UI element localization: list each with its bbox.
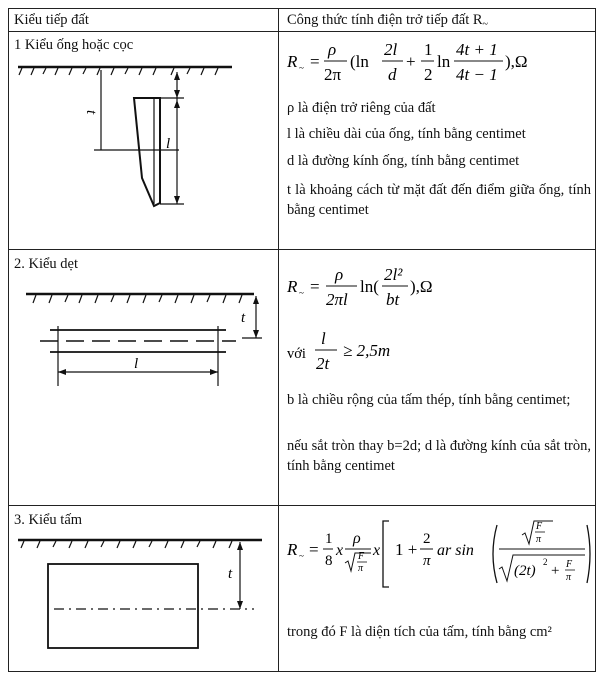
row1-pipe-sketch <box>14 58 236 214</box>
svg-text:t: t <box>241 310 246 326</box>
svg-text:~: ~ <box>299 551 304 561</box>
svg-text:1 +: 1 + <box>395 540 418 559</box>
svg-text:F: F <box>566 559 573 570</box>
svg-text:),Ω: ),Ω <box>505 52 528 71</box>
svg-text:x: x <box>373 542 381 559</box>
svg-text:=: = <box>310 277 320 296</box>
row2-condition <box>285 326 485 378</box>
row-divider-2 <box>8 505 596 506</box>
svg-text:R: R <box>287 277 298 296</box>
svg-text:4t − 1: 4t − 1 <box>456 65 498 84</box>
row2-formula <box>285 262 585 314</box>
row1-line-4: t là khoảng cách từ mặt đất đến điểm giữa ống, tính bằng centimet <box>287 182 591 218</box>
table-border-top <box>8 8 596 9</box>
table-border-left <box>8 8 9 672</box>
svg-text:~: ~ <box>299 288 304 298</box>
svg-text:=: = <box>310 52 320 71</box>
svg-text:ρ: ρ <box>335 265 344 284</box>
svg-text:ρ: ρ <box>328 40 337 59</box>
svg-text:1: 1 <box>325 531 333 547</box>
svg-text:2πl: 2πl <box>326 290 348 309</box>
row3-formula <box>285 513 595 595</box>
row1-formula <box>285 37 585 89</box>
svg-text:bt: bt <box>386 290 400 309</box>
row3-title: 3. Kiểu tấm <box>14 512 83 528</box>
svg-text:π: π <box>536 534 542 545</box>
table-border-bottom <box>8 671 596 672</box>
svg-text:t: t <box>83 110 99 115</box>
svg-text:t: t <box>228 566 233 582</box>
svg-text:+: + <box>551 563 560 579</box>
row2-line-2: nếu sắt tròn thay b=2d; d là đường kính của sắt tròn, tính bằng centimet <box>287 438 591 474</box>
row1-title: 1 Kiểu ống hoặc cọc <box>14 37 134 53</box>
svg-text:2: 2 <box>424 65 433 84</box>
row-divider-1 <box>8 249 596 250</box>
header-formula: Công thức tính điện trở tiếp đất $R_\sim$ <box>287 12 488 30</box>
svg-text:ar sin: ar sin <box>437 542 474 559</box>
row3-line-1: trong đó F là diện tích của tấm, tính bằng cm² <box>287 624 552 640</box>
svg-text:2l²: 2l² <box>384 265 403 284</box>
svg-text:x: x <box>336 542 344 559</box>
svg-text:π: π <box>423 553 431 569</box>
svg-text:2t: 2t <box>316 354 330 373</box>
svg-text:4t + 1: 4t + 1 <box>456 40 498 59</box>
svg-text:l: l <box>321 329 326 348</box>
row1-line-2: l là chiều dài của ống, tính bằng centimet <box>287 126 526 142</box>
svg-text:(ln: (ln <box>350 52 369 71</box>
svg-text:≥ 2,5m: ≥ 2,5m <box>343 341 391 360</box>
svg-text:π: π <box>358 563 364 574</box>
row2-title: 2. Kiểu dẹt <box>14 256 79 272</box>
svg-text:F: F <box>536 521 543 532</box>
svg-text:+: + <box>406 52 416 71</box>
svg-text:π: π <box>566 572 572 583</box>
svg-text:2: 2 <box>543 557 548 567</box>
svg-text:d: d <box>388 65 397 84</box>
table-border-right <box>595 8 596 672</box>
svg-text:),Ω: ),Ω <box>410 277 433 296</box>
svg-text:với: với <box>287 346 306 362</box>
row3-plate-sketch <box>14 530 266 650</box>
svg-text:ρ: ρ <box>353 530 361 547</box>
row1-line-3: d là đường kính ống, tính bằng centimet <box>287 153 520 169</box>
svg-text:ln(: ln( <box>360 277 379 296</box>
svg-text:2π: 2π <box>324 65 342 84</box>
svg-text:F: F <box>358 551 365 562</box>
svg-text:8: 8 <box>325 553 333 569</box>
svg-text:l: l <box>166 136 171 152</box>
svg-text:R: R <box>287 540 298 559</box>
header-type: Kiểu tiếp đất <box>14 12 89 28</box>
svg-text:~: ~ <box>299 63 304 73</box>
svg-text:ln: ln <box>437 52 451 71</box>
svg-text:2l: 2l <box>384 40 398 59</box>
svg-text:R: R <box>287 52 298 71</box>
svg-text:2: 2 <box>423 531 431 547</box>
svg-text:(2t): (2t) <box>514 563 536 579</box>
svg-text:=: = <box>309 540 319 559</box>
svg-text:1: 1 <box>424 40 433 59</box>
row1-line-1: ρ là điện trở riêng của đất <box>287 100 436 116</box>
row2-strip-sketch <box>22 286 268 386</box>
row2-line-1: b là chiều rộng của tấm thép, tính bằng centimet; <box>287 392 571 408</box>
column-divider <box>278 8 279 672</box>
svg-text:l: l <box>134 356 139 372</box>
